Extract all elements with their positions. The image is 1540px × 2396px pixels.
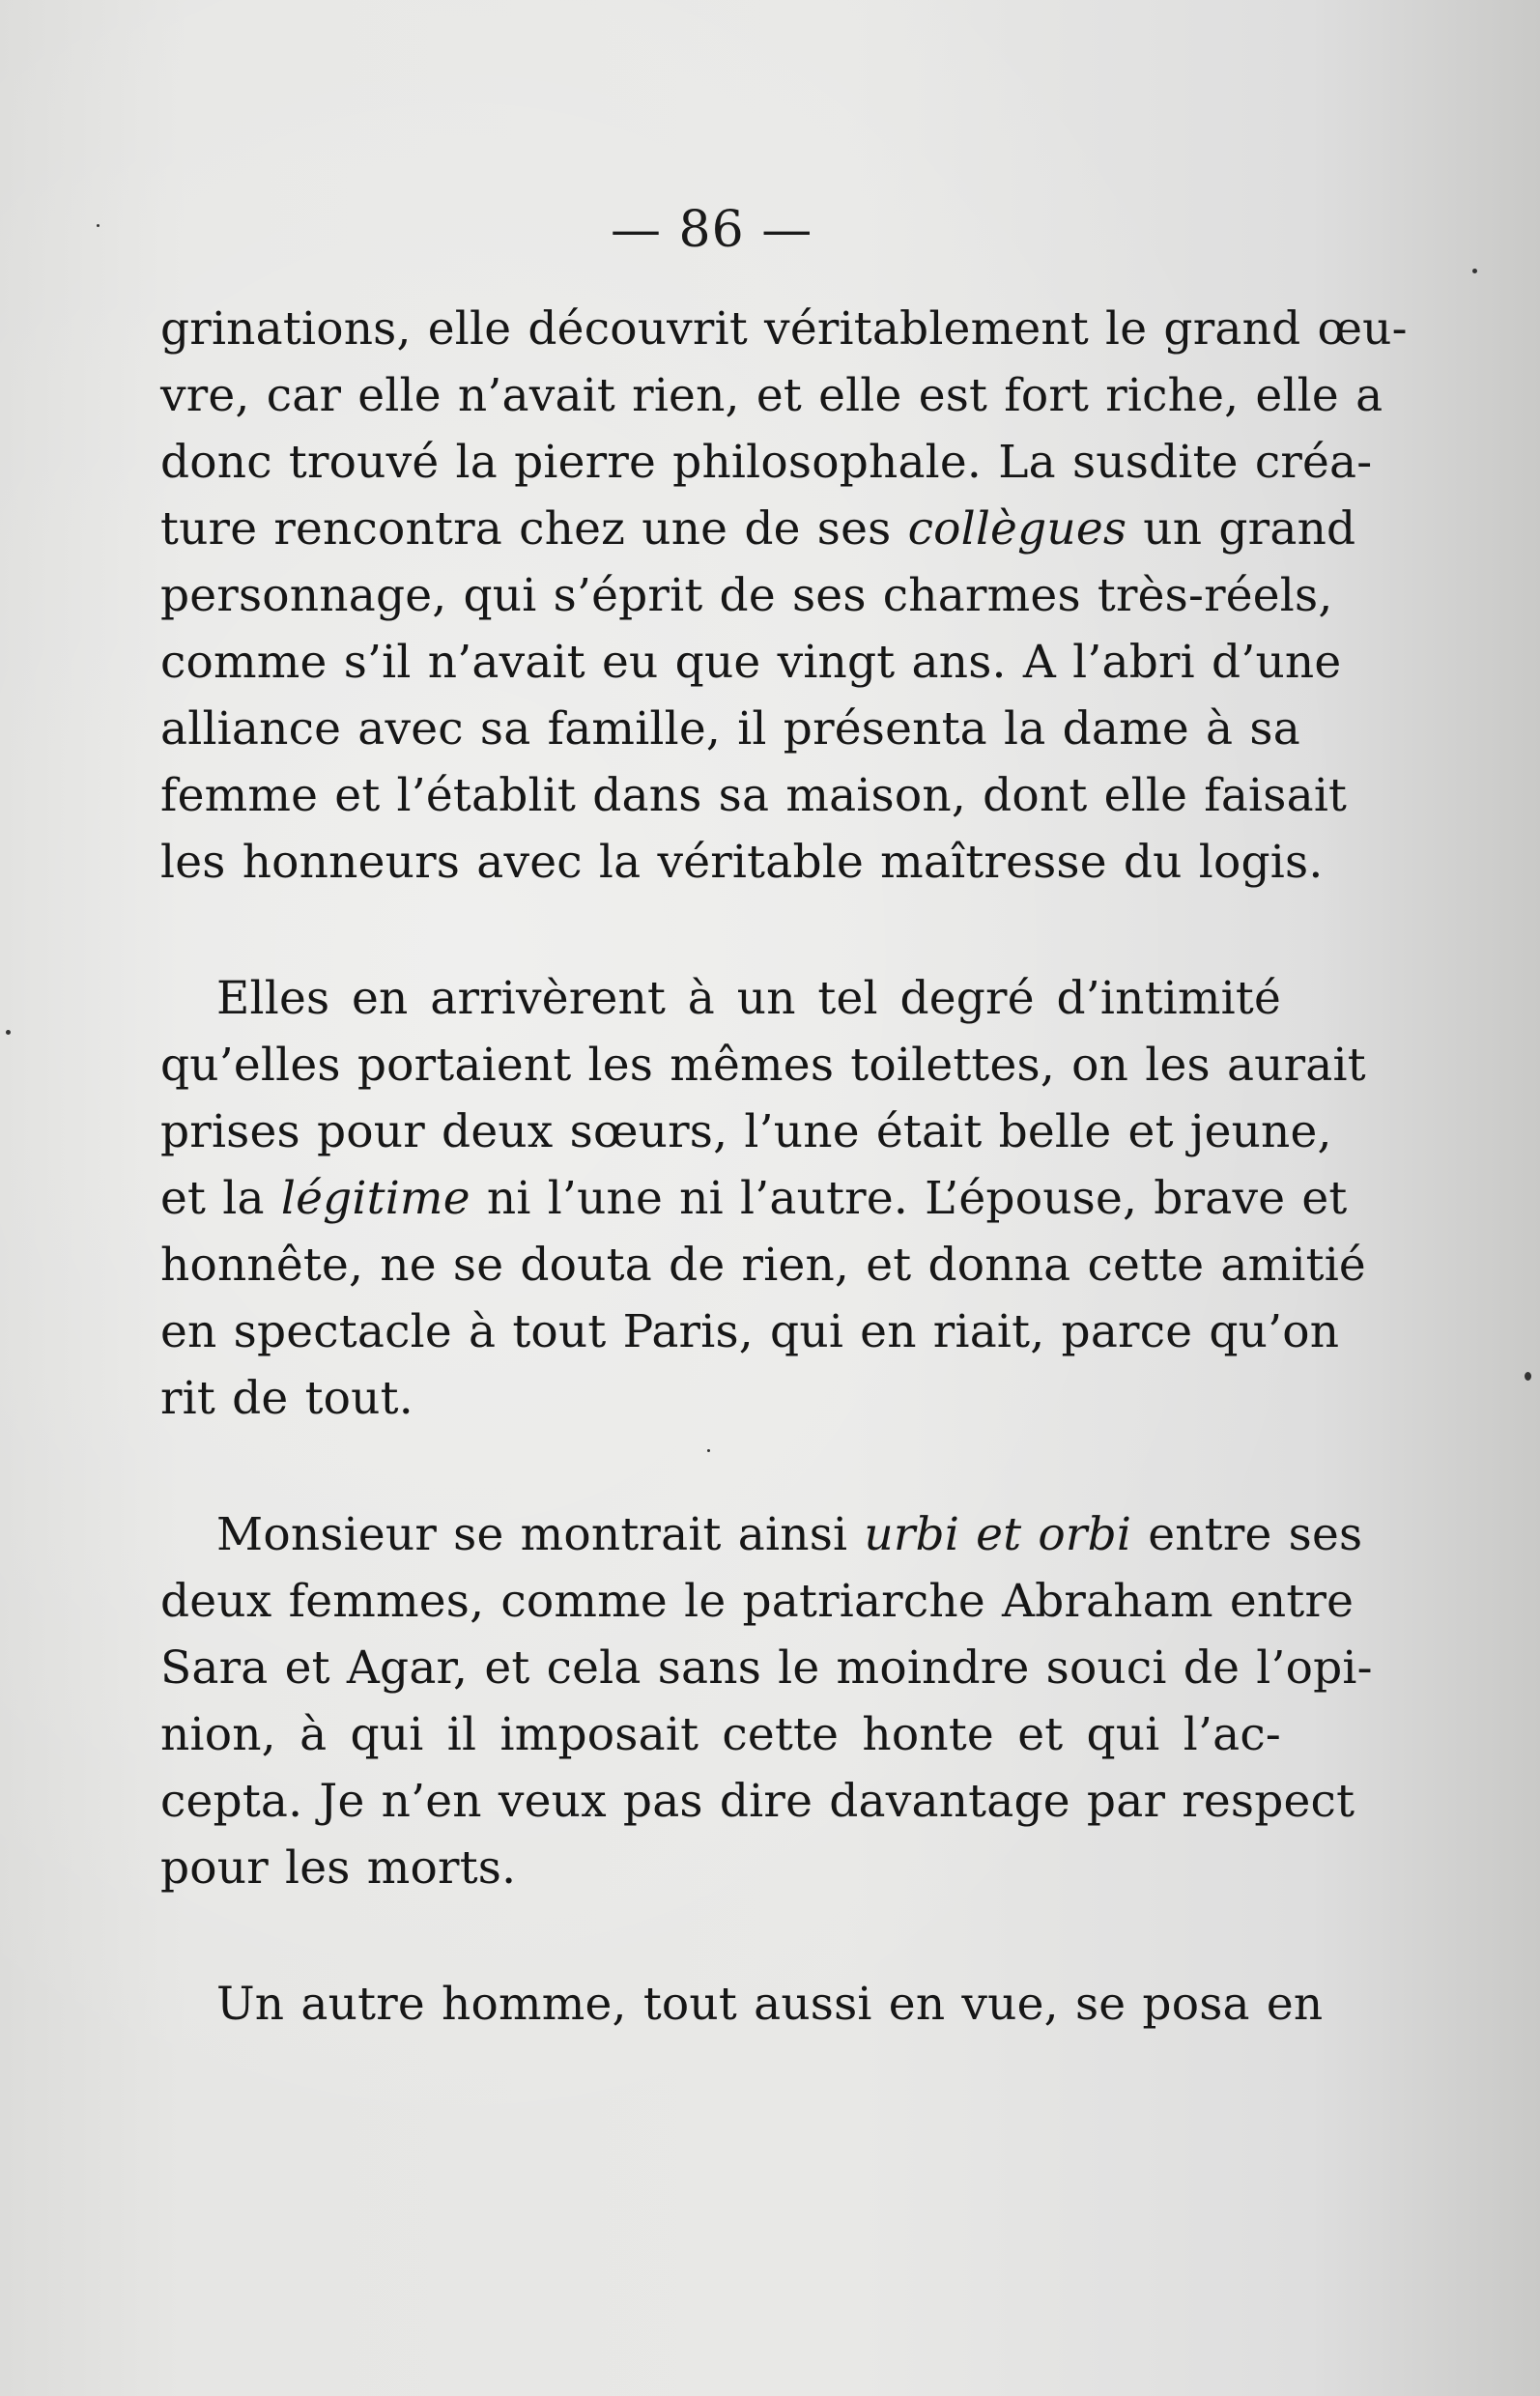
text-line: nion, à qui il imposait cette honte et qui l’ac-	[160, 1708, 1281, 1761]
text-line: alliance avec sa famille, il présenta la dame à sa	[160, 702, 1300, 756]
paragraph-gap	[160, 896, 1281, 965]
text-segment: Monsieur se montrait ainsi	[216, 1508, 865, 1561]
text-segment: un grand	[1126, 502, 1356, 556]
paper-speck	[707, 1449, 710, 1452]
body-text	[160, 296, 1408, 2038]
text-line	[160, 496, 1356, 562]
text-line: vre, car elle n’avait rien, et elle est fort riche, elle a	[160, 369, 1383, 422]
paragraph-gap	[160, 1432, 1281, 1501]
text-segment: ni l’une ni l’autre. L’épouse, brave et	[470, 1172, 1348, 1225]
text-line: femme et l’établit dans sa maison, dont elle faisait	[160, 769, 1348, 822]
text-line: comme s’il n’avait eu que vingt ans. A l’abri d’une	[160, 636, 1342, 689]
text-segment: entre ses	[1131, 1508, 1363, 1561]
paper-speck	[1525, 1372, 1531, 1381]
paragraph	[160, 1501, 1373, 1901]
paragraph-gap	[160, 1901, 1281, 1971]
paragraph	[160, 965, 1366, 1432]
text-line: Un autre homme, tout aussi en vue, se posa en	[216, 1978, 1324, 2031]
text-line: les honneurs avec la véritable maîtresse du logis.	[160, 836, 1324, 889]
page-number-text: — 86 —	[611, 201, 813, 259]
text-line: rit de tout.	[160, 1372, 414, 1425]
text-line: cepta. Je n’en veux pas dire davantage par respect	[160, 1775, 1355, 1828]
text-line: Elles en arrivèrent à un tel degré d’intimité	[216, 972, 1281, 1025]
text-line: pour les morts.	[160, 1841, 517, 1895]
text-line: prises pour deux sœurs, l’une était belle et jeune,	[160, 1105, 1332, 1158]
text-line: honnête, ne se douta de rien, et donna cette amitié	[160, 1239, 1366, 1292]
text-segment: ture rencontra chez une de ses	[160, 502, 908, 556]
text-line	[160, 1165, 1348, 1232]
text-line: qu’elles portaient les mêmes toilettes, on les aurait	[160, 1039, 1366, 1092]
italic-term: légitime	[280, 1172, 471, 1225]
paragraph	[160, 1971, 1324, 2038]
text-line	[160, 1501, 1363, 1568]
paper-speck	[1472, 269, 1477, 273]
text-line: en spectacle à tout Paris, qui en riait, parce qu’on	[160, 1305, 1340, 1358]
text-line: donc trouvé la pierre philosophale. La susdite créa-	[160, 436, 1373, 489]
paper-speck	[97, 224, 100, 227]
text-line: personnage, qui s’éprit de ses charmes très-réels,	[160, 569, 1333, 622]
text-segment: et la	[160, 1172, 281, 1225]
italic-term: collègues	[907, 502, 1127, 556]
paragraph	[160, 296, 1408, 896]
text-line: deux femmes, comme le patriarche Abraham entre	[160, 1575, 1355, 1628]
italic-term: urbi et orbi	[864, 1508, 1132, 1561]
text-line: Sara et Agar, et cela sans le moindre souci de l’opi-	[160, 1641, 1373, 1695]
paper-speck	[6, 1030, 11, 1035]
text-line: grinations, elle découvrit véritablement le grand œu-	[160, 302, 1408, 356]
